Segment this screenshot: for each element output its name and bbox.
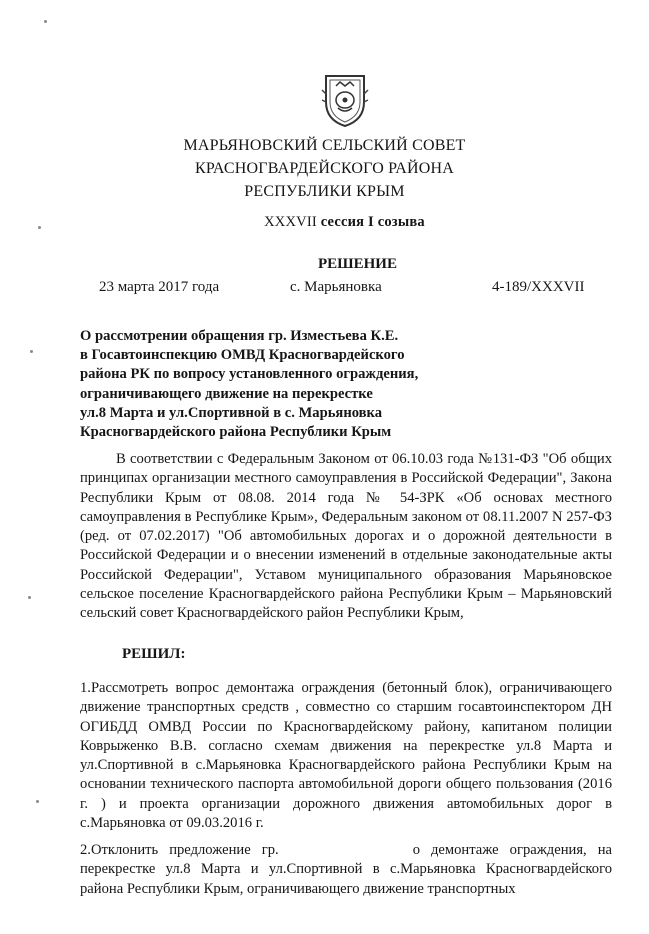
council-name: МАРЬЯНОВСКИЙ СЕЛЬСКИЙ СОВЕТ bbox=[183, 137, 466, 154]
redacted-name bbox=[290, 844, 402, 858]
scan-speck bbox=[38, 226, 41, 229]
resolution-item-1: 1.Рассмотреть вопрос демонтажа ограждения (бетонный блок), ограничивающего движение транспортных средств , совместно со старшим госавтоинспектором ДН ОГИБДД ОМВД России по Красногвардейскому району, капитаном полиции Коврыженко В.В. согласно схемам движения на перекрестке ул.8 Марта и ул.Спортивной в с.Марьяновка Красногвардейского района Республики Крым на основании технического паспорта автомобильной дороги общего пользования (2016 г. ) и проекта организации дорожного движения автомобильных дорог в с.Марьяновка от 09.03.2016 г. bbox=[80, 680, 612, 832]
scan-speck bbox=[28, 596, 31, 599]
subject-line: ограничивающего движение на перекрестке bbox=[80, 385, 373, 402]
resolved-label: РЕШИЛ: bbox=[122, 646, 186, 662]
coat-of-arms-icon bbox=[318, 72, 372, 128]
decision-title: РЕШЕНИЕ bbox=[318, 256, 397, 272]
subject-line: ул.8 Марта и ул.Спортивной в с. Марьяновка bbox=[80, 404, 383, 421]
republic-name: РЕСПУБЛИКИ КРЫМ bbox=[244, 183, 405, 200]
decision-subject bbox=[80, 327, 480, 442]
scan-speck bbox=[30, 350, 33, 353]
scan-speck bbox=[44, 20, 47, 23]
decision-date: 23 марта 2017 года bbox=[99, 279, 220, 295]
preamble-paragraph: В соответствии с Федеральным Законом от 06.10.03 года №131-ФЗ "Об общих принципах организации местного самоуправления в Российской Федерации", Закона Республики Крым от 08.08. 2014 года № 54-ЗРК «Об основах местного самоуправления в Республике Крым», Федеральным законом от 08.11.2007 N 257-ФЗ (ред. от 07.02.2017) "Об автомобильных дорогах и о дорожной деятельности в Российской Федерации и о внесении изменений в отдельные законодательные акты Российской Федерации", Уставом муниципального образования Марьяновское сельское поселение Красногвардейского района Республики Крым – Марьяновский сельский совет Красногвардейского район Республики Крым, bbox=[80, 451, 612, 622]
item2-text-before: 2.Отклонить предложение гр. bbox=[80, 842, 279, 858]
decision-number: 4-189/XXXVII bbox=[492, 279, 585, 295]
convocation: I созыва bbox=[368, 214, 425, 230]
subject-line: района РК по вопросу установленного ограждения, bbox=[80, 366, 419, 383]
scan-speck bbox=[36, 800, 39, 803]
resolution-item-2 bbox=[80, 841, 612, 899]
session-word: сессия bbox=[320, 214, 365, 230]
subject-line: в Госавтоинспекцию ОМВД Красногвардейского bbox=[80, 347, 405, 364]
item2-text-after: о демонтаже ограждения, на перекрестке ул.8 Марта и ул.Спортивной в с.Марьяновка Красногвардейского района Республики Крым, ограничивающего движение транспортных bbox=[80, 842, 612, 897]
district-name: КРАСНОГВАРДЕЙСКОГО РАЙОНА bbox=[195, 160, 454, 177]
session-number: XXXVII bbox=[264, 214, 317, 230]
subject-line: О рассмотрении обращения гр. Изместьева К.Е. bbox=[80, 328, 399, 344]
decision-place: с. Марьяновка bbox=[290, 279, 382, 295]
session-line bbox=[20, 214, 649, 231]
subject-line: Красногвардейского района Республики Крым bbox=[80, 424, 392, 441]
